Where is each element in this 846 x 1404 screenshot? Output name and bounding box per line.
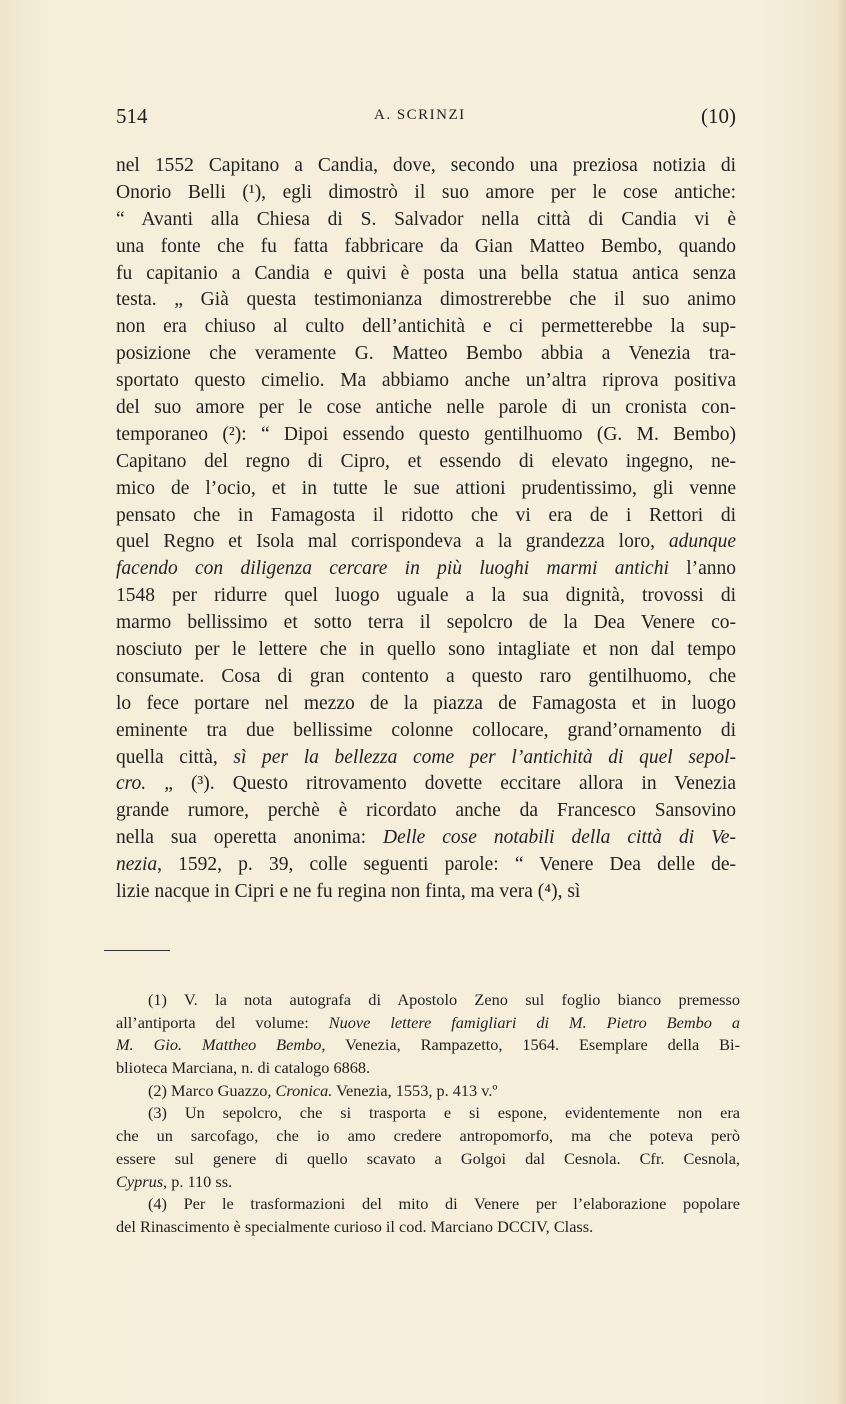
text-line (116, 745, 736, 772)
italic-quote: adunque (668, 531, 737, 553)
text-line: posizione che veramente G. Matteo Bembo abbia a Venezia tra- (116, 343, 736, 365)
text-line: nosciuto per le lettere che in quello sono intagliate et non dal tempo (116, 639, 736, 661)
text-line: grande rumore, perchè è ricordato anche da Francesco Sansovino (116, 800, 736, 822)
text-line: Onorio Belli (¹), egli dimostrò il suo amore per le cose antiche: (116, 181, 736, 203)
page-edge-shadow (836, 0, 846, 1404)
footnote-separator (104, 950, 170, 951)
body-text (116, 153, 736, 906)
running-author: A. SCRINZI (374, 107, 466, 123)
text-line: mico de l’ocio, et in tutte le sue attioni prudentissimo, gli venne (116, 477, 736, 499)
text-line: fu capitanio a Candia e quivi è posta una bella statua antica senza (116, 262, 736, 284)
italic-title: Delle cose notabili della città di Ve- (383, 827, 736, 849)
text-segment: nella sua operetta anonima: (116, 827, 367, 849)
footnote-line (116, 1034, 740, 1057)
text-segment: quella città, (116, 746, 218, 768)
text-line: una fonte che fu fatta fabbricare da Gian Matteo Bembo, quando (116, 235, 736, 257)
text-line: nel 1552 Capitano a Candia, dove, secondo una preziosa notizia di (116, 155, 736, 176)
page-number: 514 (116, 104, 148, 128)
text-line: non era chiuso al culto dell’antichità e ci permetterebbe la sup- (116, 316, 736, 338)
text-line (116, 556, 736, 583)
text-line: del suo amore per le cose antiche nelle parole di un cronista con- (116, 397, 736, 419)
footnote-1: (1) V. la nota autografa di Apostolo Zeno sul foglio bianco premesso (148, 990, 740, 1009)
text-line: “ Avanti alla Chiesa di S. Salvador nella città di Candia vi è (116, 208, 736, 230)
text-line: testa. „ Già questa testimonianza dimostrerebbe che il suo animo (116, 289, 736, 311)
italic-title: Cronica. (275, 1080, 333, 1100)
text-segment: Venezia, 1553, p. 413 v.º (336, 1080, 498, 1100)
italic-title: Nuove lettere famigliari di M. Pietro Bembo a (328, 1012, 740, 1032)
text-line: cro. „ (³). Questo ritrovamento dovette eccitare allora in Venezia (116, 773, 736, 795)
text-line: lo fece portare nel mezzo de la piazza de Famagosta et in luogo (116, 692, 736, 714)
running-header (116, 104, 736, 134)
footnote-2 (116, 1080, 740, 1103)
text-line: eminente tra due bellissime colonne collocare, grand’ornamento di (116, 719, 736, 741)
text-line: nezia, 1592, p. 39, colle seguenti parole: “ Venere Dea delle de- (116, 854, 736, 876)
text-segment: (2) Marco Guazzo, (148, 1080, 272, 1100)
footnote-line: essere sul genere di quello scavato a Golgoi dal Cesnola. Cfr. Cesnola, (116, 1148, 740, 1168)
italic-title: M. Gio. Mattheo Bembo, (116, 1035, 326, 1055)
footnote-line (116, 1012, 740, 1035)
text-line: pensato che in Famagosta il ridotto che vi era de i Rettori di (116, 504, 736, 526)
section-number: (10) (701, 104, 736, 128)
text-segment: Venezia, Rampazetto, 1564. Esemplare della Bi- (345, 1035, 740, 1055)
italic-quote: facendo con diligenza cercare in più luoghi marmi antichi (116, 558, 669, 580)
footnote-line (116, 1171, 740, 1194)
footnote-3: (3) Un sepolcro, che si trasporta e si espone, evidentemente non era (148, 1103, 740, 1123)
text-line: consumate. Cosa di gran contento a questo raro gentilhuomo, che (116, 665, 736, 687)
footnote-line: del Rinascimento è specialmente curioso il cod. Marciano DCCIV, Class. (116, 1216, 594, 1236)
italic-title: Cyprus, (116, 1171, 168, 1191)
text-segment: quel Regno et Isola mal corrispondeva a la grandezza loro, (116, 531, 655, 553)
text-line: lizie nacque in Cipri e ne fu regina non finta, ma vera (⁴), sì (116, 881, 581, 903)
italic-quote: cro. (116, 773, 147, 795)
footnote-line: blioteca Marciana, n. di catalogo 6868. (116, 1058, 371, 1078)
text-line (116, 529, 736, 556)
footnote-4: (4) Per le trasformazioni del mito di Venere per l’elaborazione popolare (148, 1194, 740, 1214)
text-line: sportato questo cimelio. Ma abbiamo anche un’altra riprova positiva (116, 370, 736, 392)
text-line: 1548 per ridurre quel luogo uguale a la sua dignità, trovossi di (116, 585, 736, 607)
italic-quote: sì per la bellezza come per l’antichità di quel sepol- (233, 746, 736, 768)
text-segment: all’antiporta del volume: (116, 1012, 309, 1032)
text-line: Capitano del regno di Cipro, et essendo di elevato ingegno, ne- (116, 450, 736, 472)
text-line: temporaneo (²): “ Dipoi essendo questo gentilhuomo (G. M. Bembo) (116, 423, 736, 445)
italic-title: nezia (116, 854, 158, 876)
text-line: marmo bellissimo et sotto terra il sepolcro de la Dea Venere co- (116, 612, 736, 634)
footnotes (116, 989, 740, 1239)
text-line (116, 825, 736, 852)
footnote-line: che un sarcofago, che io amo credere antropomorfo, ma che poteva però (116, 1126, 740, 1146)
text-segment: l’anno (686, 558, 737, 580)
text-segment: p. 110 ss. (171, 1171, 233, 1191)
